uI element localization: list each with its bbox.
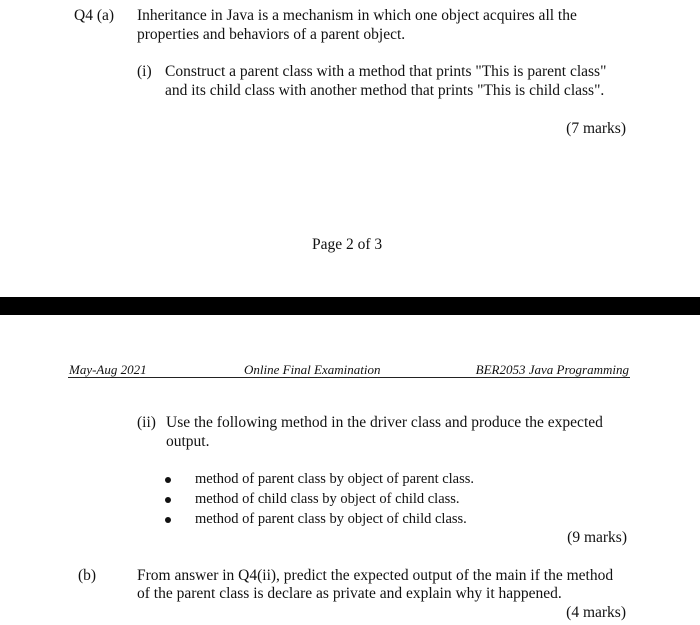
part-i-line-1: Construct a parent class with a method that prints "This is parent class": [165, 63, 607, 80]
bullet-dot: [165, 477, 171, 483]
intro-line-1: Inheritance in Java is a mechanism in which one object acquires all the: [137, 7, 577, 24]
part-a-label: (a): [96, 7, 115, 24]
part-b-marks: (4 marks): [566, 604, 626, 621]
page-break-bar: [0, 297, 700, 315]
part-ii-label: (ii): [137, 414, 156, 431]
header-session: May-Aug 2021: [69, 362, 147, 377]
bullet-item-2: method of child class by object of child class.: [195, 491, 460, 507]
header-course: BER2053 Java Programming: [475, 362, 629, 377]
bullet-dot: [165, 517, 171, 523]
part-i-marks: (7 marks): [566, 120, 626, 137]
intro-line-2: properties and behaviors of a parent object.: [137, 26, 406, 43]
part-b-line-1: From answer in Q4(ii), predict the expected output of the main if the method: [137, 567, 614, 584]
page-number: Page 2 of 3: [312, 236, 383, 253]
part-b-line-2: of the parent class is declare as private and explain why it happened.: [137, 585, 562, 602]
bullet-item-1: method of parent class by object of parent class.: [195, 471, 475, 487]
bullet-dot: [165, 497, 171, 503]
question-number-label: Q4: [74, 7, 93, 24]
part-b-label: (b): [78, 567, 97, 584]
part-i-line-2: and its child class with another method that prints "This is child class".: [165, 82, 605, 99]
part-i-label: (i): [137, 63, 152, 80]
bullet-item-3: method of parent class by object of child class.: [195, 511, 467, 527]
part-ii-line-1: Use the following method in the driver class and produce the expected: [166, 414, 603, 431]
part-ii-line-2: output.: [166, 433, 210, 450]
header-exam-title: Online Final Examination: [244, 362, 381, 377]
header-rule: [68, 377, 630, 378]
part-ii-marks: (9 marks): [567, 529, 627, 546]
question-number: [74, 6, 114, 26]
